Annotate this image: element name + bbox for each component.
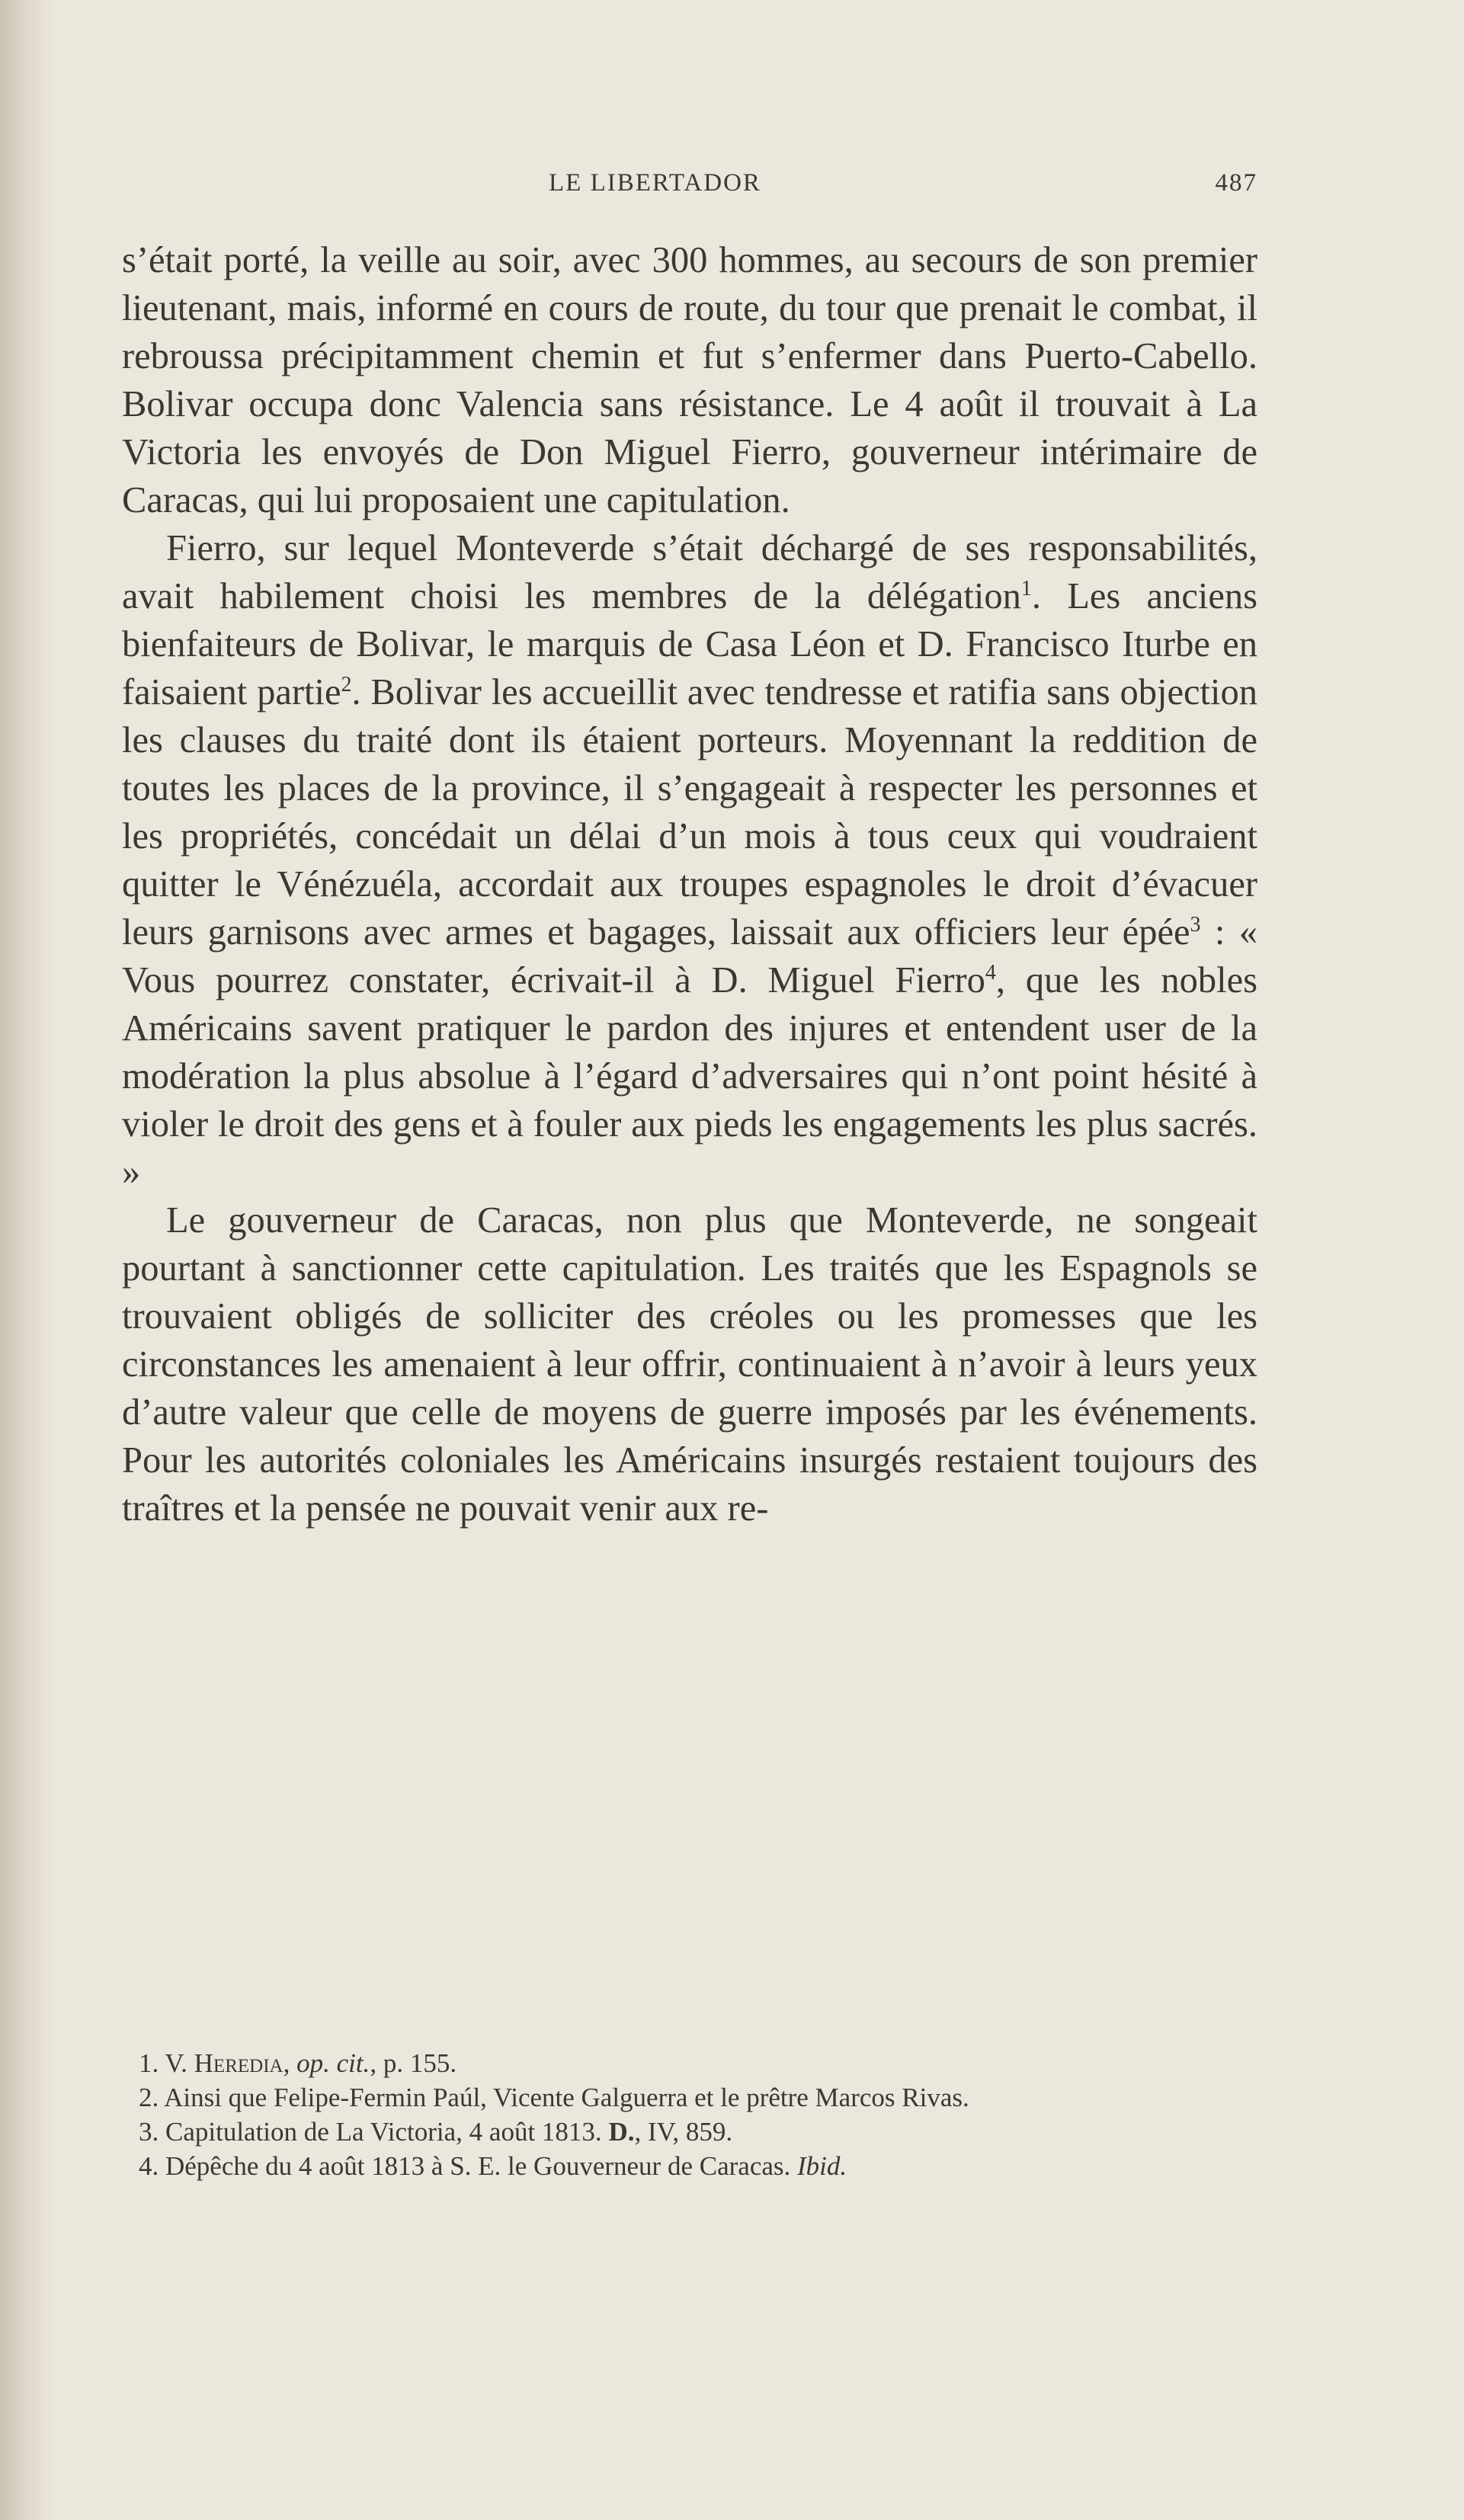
footnote-ref-4: 4 (985, 960, 996, 985)
footnote-3: 3. Capitulation de La Victoria, 4 août 1813. D., IV, 859. (139, 2117, 733, 2147)
footnotes (122, 2046, 1257, 2183)
footnote-4: 4. Dépêche du 4 août 1813 à S. E. le Gouverneur de Caracas. Ibid. (139, 2151, 847, 2181)
footnote-ref-2: 2 (341, 672, 352, 696)
footnote-2: 2. Ainsi que Felipe-Fermin Paúl, Vicente Galguerra et le prêtre Marcos Rivas. (139, 2083, 969, 2112)
running-title: LE LIBERTADOR (549, 169, 761, 197)
footnote-ref-3: 3 (1190, 912, 1201, 937)
paragraph-3: Le gouverneur de Caracas, non plus que Monteverde, ne songeait pourtant à sanctionner cette capitulation. Les traités que les Espagnols se trouvaient obligés de solliciter des créoles ou les promesses que les circonstances les amenaient à leur offrir, continuaient à n’avoir à leurs yeux d’autre valeur que celle de moyens de guerre imposés par les événements. Pour les autorités coloniales les Américains insurgés restaient toujours des traîtres et la pensée ne pouvait venir aux re- (122, 1200, 1257, 1529)
main-text (122, 236, 1257, 1532)
footnote-1: 1. V. Heredia, op. cit., p. 155. (139, 2048, 457, 2078)
paragraph-2: Fierro, sur lequel Monteverde s’était déchargé de ses responsabilités, avait habilement choisi les membres de la délégation$^1$. Les anciens bienfaiteurs de Bolivar, le marquis de Casa Léon et D. Francisco Iturbe en faisaient partie$^2$. Bolivar les accueillit avec tendresse et ratifia sans objection les clauses du traité dont ils étaient porteurs. Moyennant la reddition de toutes les places de la province, il s’engageait à respecter les personnes et les propriétés, concédait un délai d’un mois à tous ceux qui voudraient quitter le Vénézuéla, accordait aux troupes espagnoles le droit d’évacuer leurs garnisons avec armes et bagages, laissait aux officiers leur épée$^3$ : « Vous pourrez constater, écrivait-il à D. Miguel Fierro$^4$, que les nobles Américains savent pratiquer le pardon des injures et entendent user de la modération la plus absolue à l’égard d’adversaires qui n’ont point hésité à violer le droit des gens et à fouler aux pieds les engagements les plus sacrés. » (122, 528, 1258, 1193)
paragraph-1: s’était porté, la veille au soir, avec 300 hommes, au secours de son premier lieutenant, mais, informé en cours de route, du tour que prenait le combat, il rebroussa précipitamment chemin et fut s’enfermer dans Puerto-Cabello. Bolivar occupa donc Valencia sans résistance. Le 4 août il trouvait à La Victoria les envoyés de Don Miguel Fierro, gouverneur intérimaire de Caracas, qui lui proposaient une capitulation. (122, 240, 1257, 520)
page-edge-shadow (0, 0, 53, 2520)
page-number: 487 (1215, 169, 1257, 197)
footnote-ref-1: 1 (1020, 576, 1032, 600)
page-header (122, 169, 1257, 200)
